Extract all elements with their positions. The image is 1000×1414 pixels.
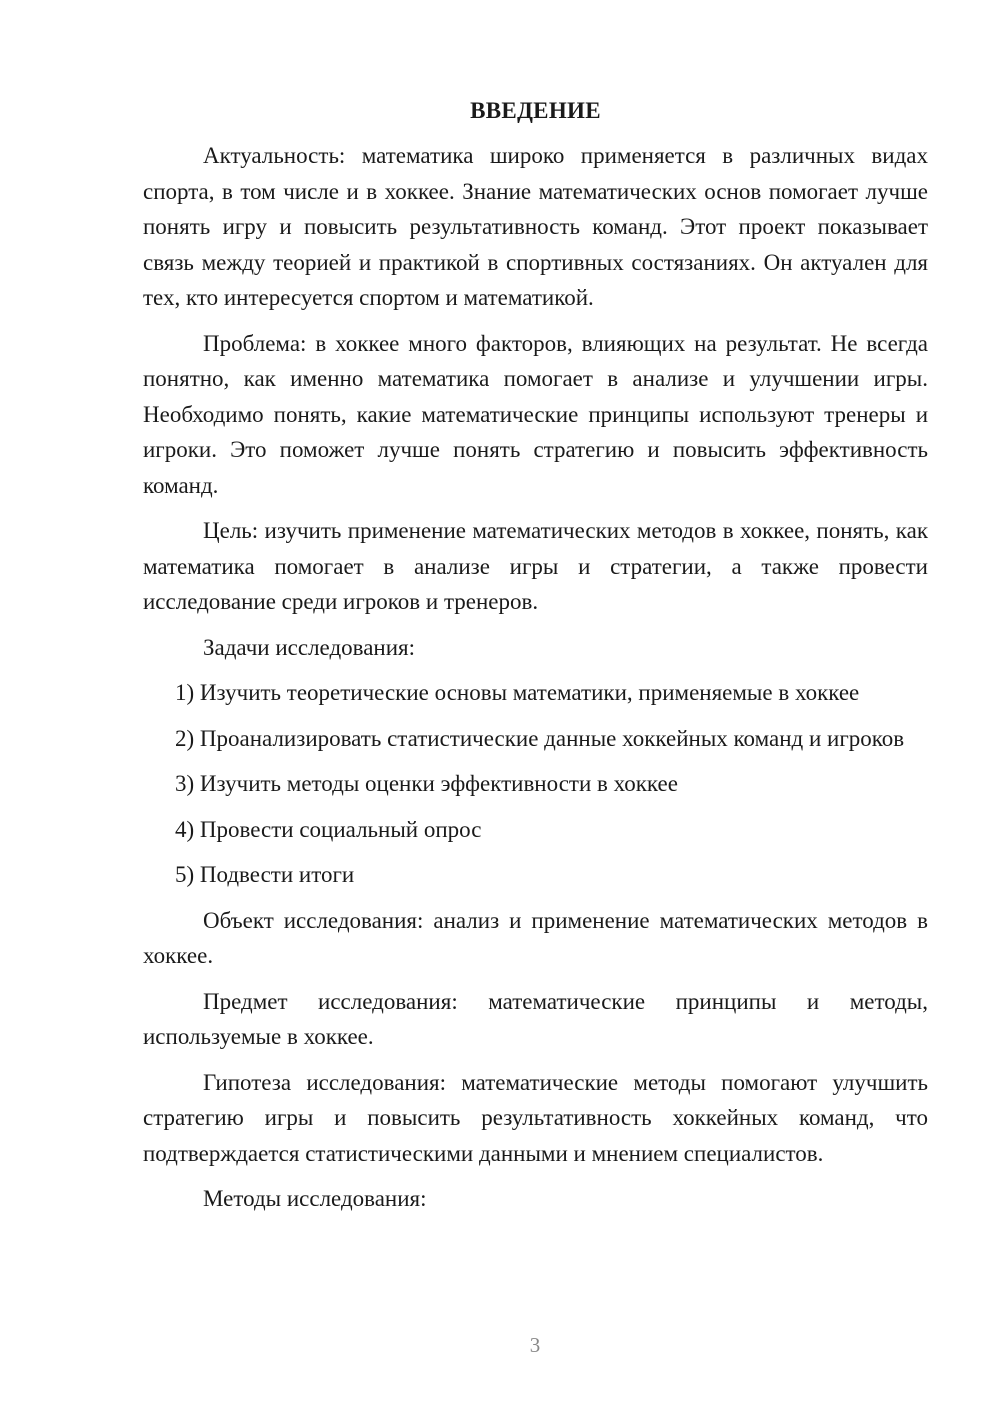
task-item-5: 5) Подвести итоги [175, 862, 355, 887]
tasks-heading: Задачи исследования: [203, 634, 416, 660]
page-content [143, 96, 928, 1227]
subject-paragraph: Предмет исследования: математические принципы и методы, используемые в хоккее. [143, 988, 928, 1049]
task-item-1: 1) Изучить теоретические основы математики, применяемые в хоккее [175, 680, 860, 705]
page-number: 3 [529, 1333, 541, 1357]
goal-paragraph: Цель: изучить применение математических методов в хоккее, понять, как математика помогает в анализе игры и стратегии, а также провести исследование среди игроков и тренеров. [143, 518, 928, 614]
relevance-paragraph: Актуальность: математика широко применяется в различных видах спорта, в том числе и в хоккее. Знание математических основ помогает лучше понять игру и повысить результативность команд. Этот проект показывает связь между теорией и практикой в спортивных состязаниях. Он актуален для тех, кто интересуется спортом и математикой. [143, 143, 928, 310]
object-paragraph: Объект исследования: анализ и применение математических методов в хоккее. [143, 907, 928, 968]
page-title: ВВЕДЕНИЕ [470, 98, 601, 123]
methods-paragraph: Методы исследования: [203, 1186, 427, 1211]
task-item-2: 2) Проанализировать статистические данные хоккейных команд и игроков [175, 725, 905, 751]
problem-paragraph: Проблема: в хоккее много факторов, влияющих на результат. Не всегда понятно, как именно математика помогает в анализе и улучшении игры. Необходимо понять, какие математические принципы используют тренеры и игроки. Это поможет лучше понять стратегию и повысить эффективность команд. [143, 330, 928, 498]
task-item-4: 4) Провести социальный опрос [175, 816, 482, 842]
hypothesis-paragraph: Гипотеза исследования: математические методы помогают улучшить стратегию игры и повысить результативность хоккейных команд, что подтверждается статистическими данными и мнением специалистов. [143, 1069, 928, 1166]
task-item-3: 3) Изучить методы оценки эффективности в хоккее [175, 771, 678, 796]
